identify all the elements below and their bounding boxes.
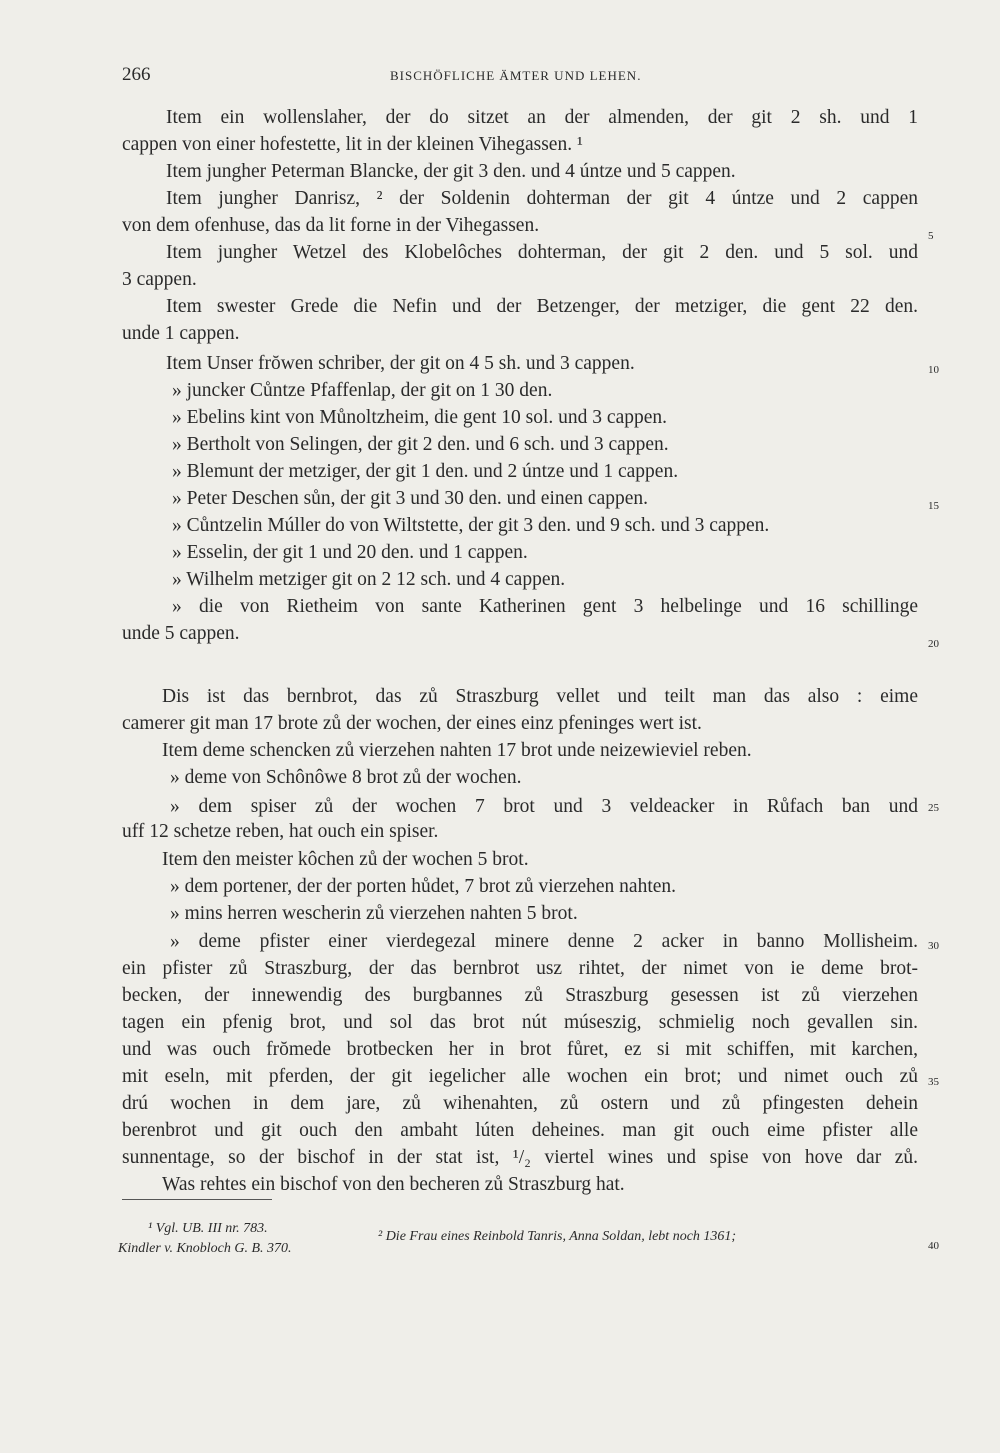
- text-line: mit eseln, mit pferden, der git iegelicher alle wochen ein brot; und nimet ouch zů: [122, 1066, 918, 1087]
- text-line: berenbrot und git ouch den ambaht lúten deheines. man git ouch eime pfister alle: [122, 1120, 918, 1141]
- text-line: sunnentage, so der bischof in der stat ist, ¹/₂ viertel wines und spise von hove dar zů.: [122, 1147, 918, 1168]
- text-line: » mins herren wescherin zů vierzehen nahten 5 brot.: [170, 903, 578, 924]
- text-line: » Blemunt der metziger, der git 1 den. und 2 úntze und 1 cappen.: [172, 461, 679, 482]
- text-line: Item Unser frŏwen schriber, der git on 4 5 sh. und 3 cappen.: [166, 353, 635, 374]
- running-head: BISCHÖFLICHE ÄMTER UND LEHEN.: [390, 68, 642, 83]
- footnote-2: ² Die Frau eines Reinbold Tanris, Anna Soldan, lebt noch 1361;: [378, 1229, 737, 1244]
- text-line: » Ebelins kint von Můnoltzheim, die gent 10 sol. und 3 cappen.: [172, 407, 668, 428]
- text-line: Item ein wollenslaher, der do sitzet an der almenden, der git 2 sh. und 1: [166, 107, 918, 128]
- text-line: » juncker Cůntze Pfaffenlap, der git on 1 30 den.: [172, 380, 553, 401]
- text-line: drú wochen in dem jare, zů wihenahten, zů ostern und zů pfingesten dehein: [122, 1093, 918, 1114]
- text-line: Was rehtes ein bischof von den becheren zů Straszburg hat.: [162, 1174, 625, 1195]
- text-line: 3 cappen.: [122, 269, 197, 290]
- page-header: [122, 64, 922, 88]
- footnote-1: ¹ Vgl. UB. III nr. 783.: [148, 1221, 268, 1236]
- margin-line-number: 15: [928, 500, 939, 512]
- text-line: camerer git man 17 brote zů der wochen, der eines einz pfeninges wert ist.: [122, 713, 702, 734]
- text-line: » dem spiser zů der wochen 7 brot und 3 veldeacker in Růfach ban und: [170, 796, 918, 817]
- text-line: » die von Rietheim von sante Katherinen gent 3 helbelinge und 16 schillinge: [172, 596, 918, 617]
- margin-line-number: 35: [928, 1076, 939, 1088]
- text-line: » Esselin, der git 1 und 20 den. und 1 cappen.: [172, 542, 528, 563]
- text-line: » deme pfister einer vierdegezal minere denne 2 acker in banno Mollisheim.: [170, 931, 918, 952]
- text-line: » Bertholt von Selingen, der git 2 den. und 6 sch. und 3 cappen.: [172, 434, 669, 455]
- text-line: » Peter Deschen sůn, der git 3 und 30 den. und einen cappen.: [172, 488, 648, 509]
- text-line: Item jungher Peterman Blancke, der git 3 den. und 4 úntze und 5 cappen.: [166, 161, 736, 182]
- margin-line-number: 30: [928, 940, 939, 952]
- text-line: von dem ofenhuse, das da lit forne in der Vihegassen.: [122, 215, 540, 236]
- margin-line-number: 25: [928, 802, 939, 814]
- text-line: Item den meister kôchen zů der wochen 5 brot.: [162, 849, 529, 870]
- margin-line-number: 40: [928, 1240, 939, 1252]
- footnote-rule: [122, 1199, 272, 1200]
- text-line: cappen von einer hofestette, lit in der kleinen Vihegassen. ¹: [122, 134, 583, 155]
- page-number: 266: [122, 64, 151, 85]
- text-line: » dem portener, der der porten hůdet, 7 brot zů vierzehen nahten.: [170, 876, 677, 897]
- text-line: und was ouch frŏmede brotbecken her in brot fůret, ez si mit schiffen, mit karchen,: [122, 1039, 918, 1060]
- text-line: unde 5 cappen.: [122, 623, 240, 644]
- text-line: Item swester Grede die Nefin und der Betzenger, der metziger, die gent 22 den.: [166, 296, 918, 317]
- text-line: » Wilhelm metziger git on 2 12 sch. und 4 cappen.: [172, 569, 566, 590]
- text-line: » deme von Schônôwe 8 brot zů der wochen.: [170, 767, 522, 788]
- margin-line-number: 10: [928, 364, 939, 376]
- text-line: Item jungher Danrisz, ² der Soldenin dohterman der git 4 úntze und 2 cappen: [166, 188, 918, 209]
- margin-line-number: 5: [928, 230, 934, 242]
- text-line: Item jungher Wetzel des Klobelôches dohterman, der git 2 den. und 5 sol. und: [166, 242, 918, 263]
- text-line: uff 12 schetze reben, hat ouch ein spiser.: [122, 821, 439, 842]
- margin-line-number: 20: [928, 638, 939, 650]
- text-line: Dis ist das bernbrot, das zů Straszburg vellet und teilt man das also : eime: [162, 686, 918, 707]
- text-line: tagen ein pfenig brot, und sol das brot nút múseszig, schmielig noch gevallen sin.: [122, 1012, 918, 1033]
- text-line: becken, der innewendig des burgbannes zů Straszburg gesessen ist zů vierzehen: [122, 985, 918, 1006]
- footnote-1-continuation: Kindler v. Knobloch G. B. 370.: [118, 1241, 292, 1256]
- text-line: Item deme schencken zů vierzehen nahten 17 brot unde neizewieviel reben.: [162, 740, 752, 761]
- text-line: unde 1 cappen.: [122, 323, 240, 344]
- text-line: ein pfister zů Straszburg, der das bernbrot usz rihtet, der nimet von ie deme brot-: [122, 958, 918, 979]
- text-line: » Cůntzelin Múller do von Wiltstette, der git 3 den. und 9 sch. und 3 cappen.: [172, 515, 770, 536]
